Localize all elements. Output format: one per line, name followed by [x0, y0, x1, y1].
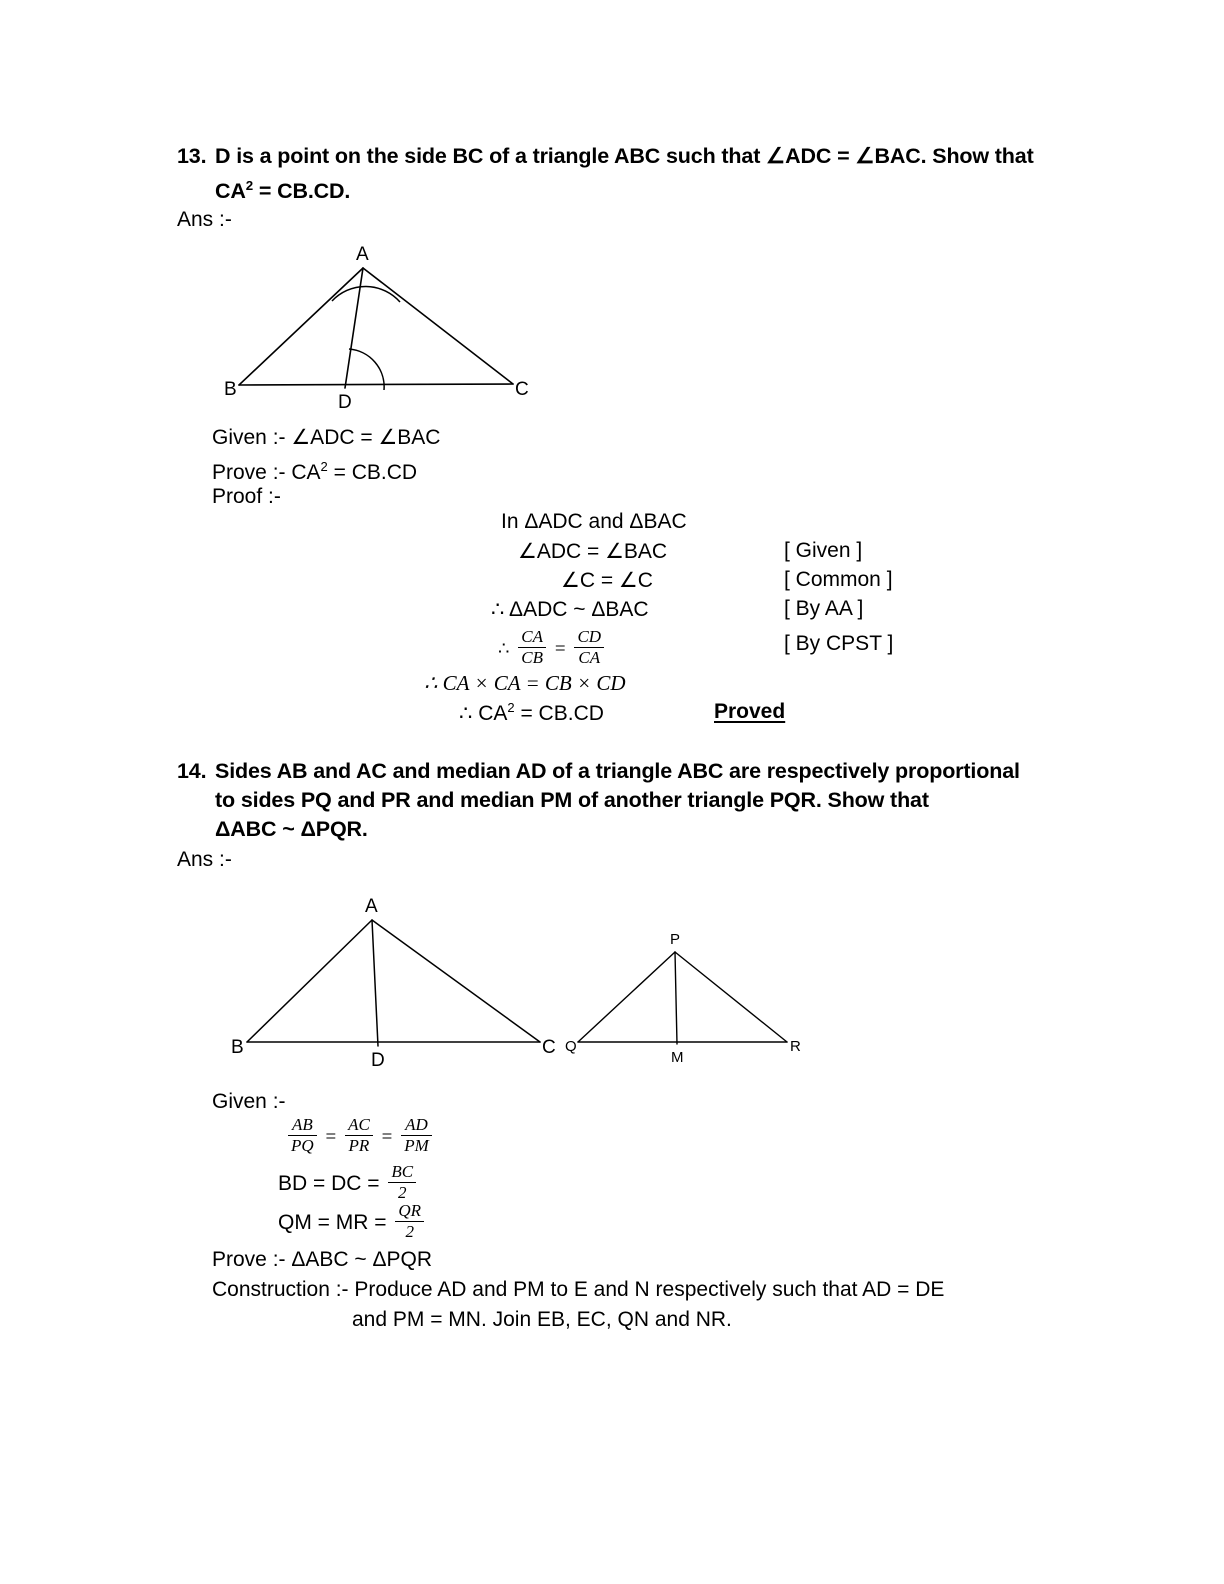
fraction-AD-PM	[401, 1116, 432, 1156]
given-ratio-chain	[285, 1116, 435, 1156]
right-vertex-label-M: M	[671, 1049, 684, 1066]
fraction-AD-PM-denominator: PM	[404, 1136, 429, 1156]
fraction-CD-CA-denominator: CA	[578, 648, 601, 668]
question-13-number: 13.	[177, 144, 207, 168]
right-vertex-label-R: R	[790, 1038, 801, 1055]
equals-sign: =	[554, 638, 566, 660]
fraction-QR-2-denominator: 2	[405, 1222, 414, 1242]
side-BA	[247, 920, 372, 1042]
proof-cross-multiply: ∴ CA × CA = CB × CD	[424, 671, 626, 695]
question-13-given: Given :- ∠ADC = ∠BAC	[212, 426, 441, 449]
side-BC	[239, 384, 513, 385]
proof-conclusion: ∴ $CA^2 = CB.CD$	[459, 700, 604, 725]
right-vertex-label-P: P	[670, 931, 681, 948]
given-qm-mr	[278, 1202, 427, 1242]
fraction-CA-CB-denominator: CB	[521, 648, 544, 668]
left-vertex-label-C: C	[542, 1037, 556, 1058]
left-triangle-abc	[247, 920, 540, 1046]
side-PR	[675, 952, 787, 1042]
figure-two-triangles-medians	[225, 890, 825, 1070]
given-bd-dc	[278, 1163, 419, 1203]
question-14-number: 14.	[177, 759, 207, 783]
fraction-CD-CA	[574, 628, 604, 668]
fraction-BC-2-denominator: 2	[398, 1183, 407, 1203]
question-14-line-2: to sides PQ and PR and median PM of another triangle PQR. Show that	[215, 788, 929, 812]
fraction-BC-2-numerator: BC	[388, 1163, 416, 1183]
side-BA	[239, 268, 363, 385]
proof-step-1-statement: ∠ADC = ∠BAC	[518, 540, 668, 563]
question-13-proof-label: Proof :-	[212, 485, 281, 508]
median-PM	[675, 952, 677, 1044]
vertex-label-A: A	[356, 244, 369, 265]
vertex-label-D: D	[338, 392, 352, 413]
proof-step-3-reason: [ By AA ]	[784, 597, 864, 620]
question-13-line-1: D is a point on the side BC of a triangle ABC such that ∠ADC = ∠BAC. Show that	[215, 144, 1034, 168]
proof-step-3-statement: ∴ ΔADC ~ ΔBAC	[491, 598, 649, 621]
fraction-AC-PR-numerator: AC	[345, 1116, 373, 1136]
fraction-AD-PM-numerator: AD	[401, 1116, 432, 1136]
question-13-heading	[177, 142, 1077, 206]
question-14-construction-line-2: and PM = MN. Join EB, EC, QN and NR.	[352, 1308, 732, 1331]
fraction-CA-CB	[518, 628, 546, 668]
question-14-ans-label: Ans :-	[177, 848, 232, 871]
side-AC	[363, 268, 513, 384]
proved-label: Proved	[714, 700, 786, 723]
right-triangle-pqr	[578, 952, 787, 1044]
question-14-construction-line-1: Construction :- Produce AD and PM to E and N respectively such that AD = DE	[212, 1278, 945, 1301]
question-14-prove: Prove :- ΔABC ~ ΔPQR	[212, 1248, 433, 1271]
given-qm-mr-text: QM = MR =	[278, 1210, 387, 1234]
fraction-AC-PR-denominator: PR	[348, 1136, 370, 1156]
question-13-ans-label: Ans :-	[177, 208, 232, 231]
proof-heading: In ΔADC and ΔBAC	[501, 510, 687, 533]
question-14-line-3: ΔABC ~ ΔPQR.	[215, 817, 368, 841]
question-14-heading	[177, 757, 1077, 844]
proof-step-4-statement	[498, 628, 607, 668]
fraction-BC-2	[388, 1163, 416, 1203]
fraction-AB-PQ-numerator: AB	[288, 1116, 317, 1136]
vertex-label-C: C	[515, 379, 529, 400]
proof-step-2-statement: ∠C = ∠C	[561, 569, 653, 592]
fraction-AC-PR	[345, 1116, 373, 1156]
equals-sign-1: =	[325, 1126, 337, 1148]
question-14-line-1: Sides AB and AC and median AD of a triangle ABC are respectively proportional	[215, 759, 1020, 783]
fraction-CA-CB-numerator: CA	[518, 628, 546, 648]
triangle-outline	[239, 268, 513, 385]
left-vertex-label-D: D	[371, 1050, 385, 1071]
figure-triangle-abc-cevian	[210, 238, 550, 413]
fraction-QR-2-numerator: QR	[395, 1202, 424, 1222]
fraction-QR-2	[395, 1202, 424, 1242]
right-vertex-label-Q: Q	[565, 1038, 577, 1055]
side-QP	[578, 952, 675, 1042]
side-AC	[372, 920, 540, 1042]
vertex-label-B: B	[224, 379, 237, 400]
question-13-line-2: $CA^2 = CB.CD$.	[215, 178, 351, 204]
given-bd-dc-text: BD = DC =	[278, 1171, 380, 1195]
question-13-prove: Prove :- $CA^2 = CB.CD$	[212, 459, 418, 484]
proof-step-1-reason: [ Given ]	[784, 539, 863, 562]
left-vertex-label-A: A	[365, 896, 378, 917]
median-AD	[372, 920, 378, 1046]
fraction-CD-CA-numerator: CD	[574, 628, 604, 648]
proof-step-4-reason: [ By CPST ]	[784, 632, 894, 655]
therefore-symbol: ∴	[498, 638, 510, 659]
equals-sign-2: =	[381, 1126, 393, 1148]
fraction-AB-PQ-denominator: PQ	[291, 1136, 314, 1156]
proof-step-2-reason: [ Common ]	[784, 568, 893, 591]
fraction-AB-PQ	[288, 1116, 317, 1156]
question-14-given-label: Given :-	[212, 1090, 286, 1113]
left-vertex-label-B: B	[231, 1037, 244, 1058]
